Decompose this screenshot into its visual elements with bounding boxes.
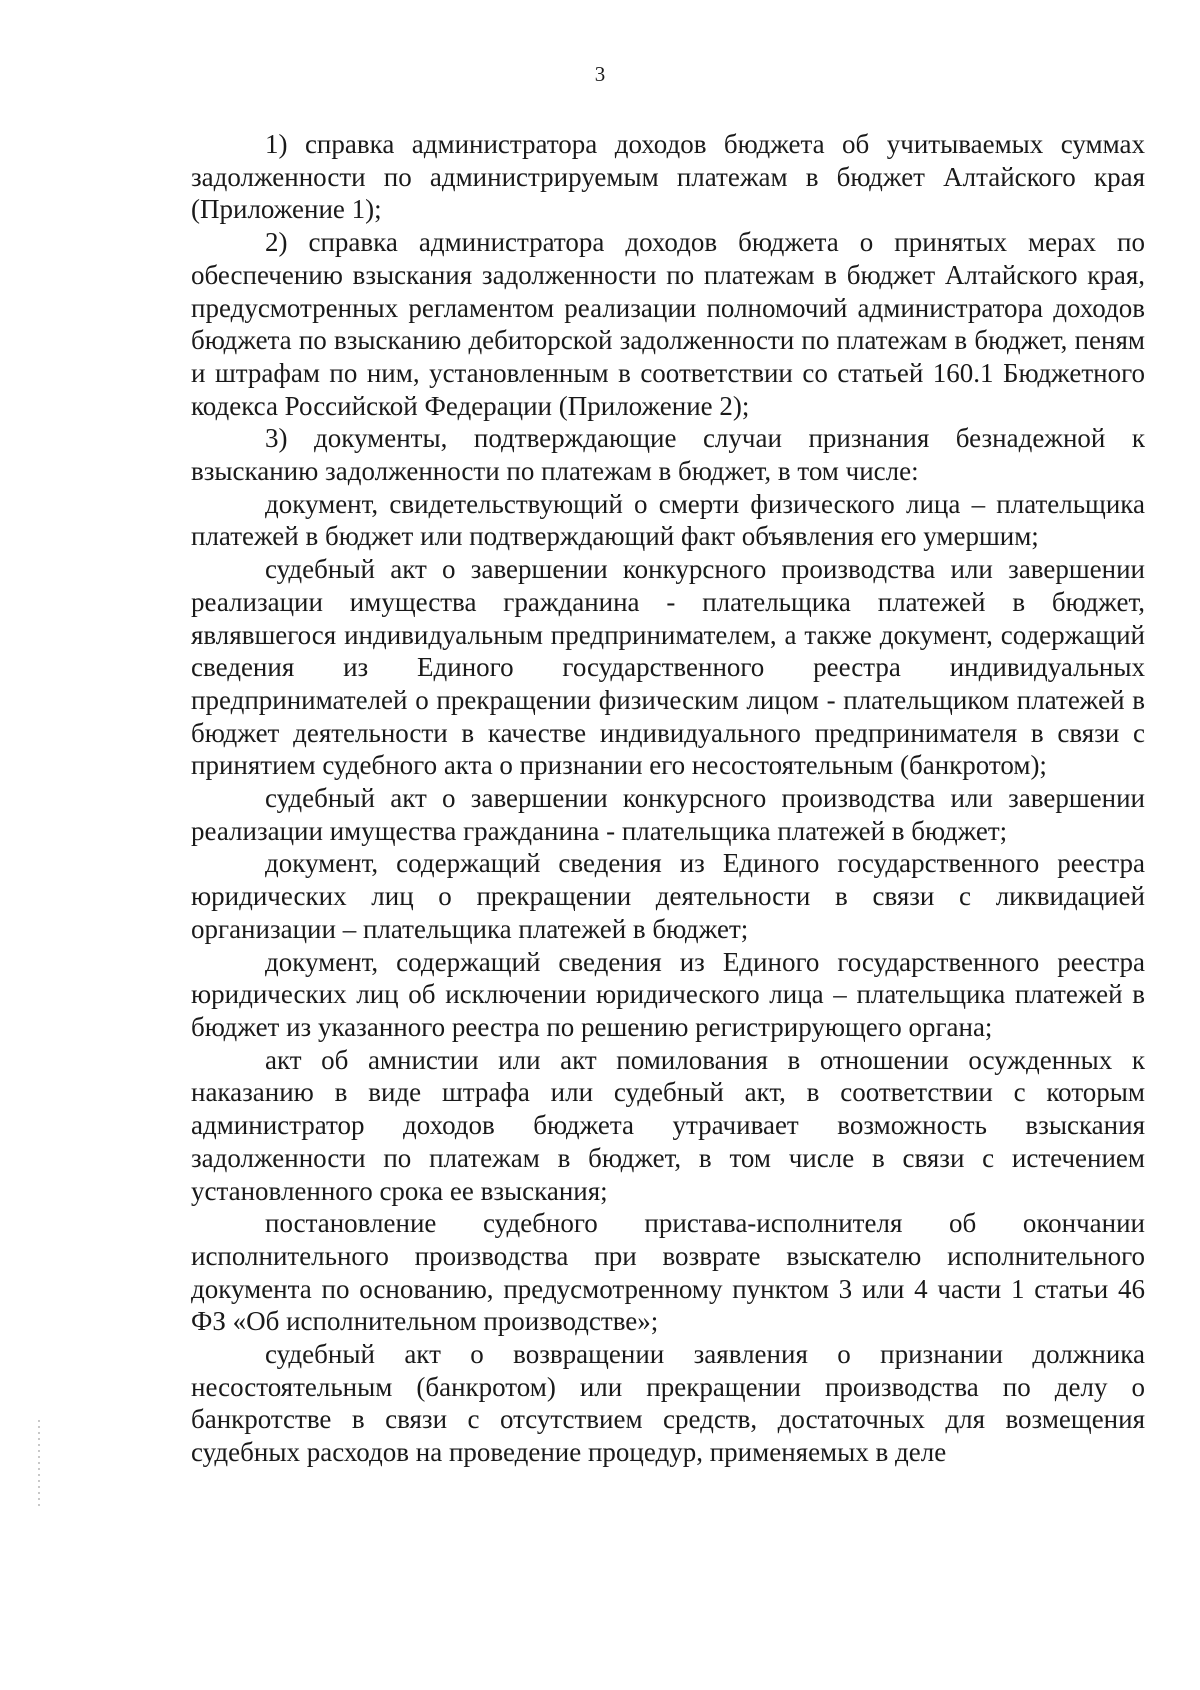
document-body bbox=[191, 128, 1145, 1469]
paragraph-exclusion-from-registry: документ, содержащий сведения из Единого государственного реестра юридических лиц об исключении юридического лица – плательщика платежей в бюджет из указанного реестра по решению регистрирующего органа; bbox=[191, 946, 1145, 1042]
scan-artifact bbox=[38, 1420, 40, 1510]
paragraph-court-act-bankruptcy-return: судебный акт о возвращении заявления о признании должника несостоятельным (банкротом) или прекращении производства по делу о банкротстве в связи с отсутствием средств, достаточных для возмещения судебных расходов на проведение процедур, применяемых в деле bbox=[191, 1339, 1145, 1468]
list-item-3-hopeless-debt-documents: 3) документы, подтверждающие случаи признания безнадежной к взысканию задолженности по платежам в бюджет, в том числе: bbox=[191, 423, 1145, 487]
paragraph-liquidation-organization: документ, содержащий сведения из Единого государственного реестра юридических лиц о прекращении деятельности в связи с ликвидацией организации – плательщика платежей в бюджет; bbox=[191, 848, 1145, 944]
list-item-2-collection-measures-certificate: 2) справка администратора доходов бюджета о принятых мерах по обеспечению взыскания задолженности по платежам в бюджет Алтайского края, предусмотренных регламентом реализации полномочий администратора доходов бюджета по взысканию дебиторской задолженности по платежам в бюджет, пеням и штрафам по ним, установленным в соответствии со статьей 160.1 Бюджетного кодекса Российской Федерации (Приложение 2); bbox=[191, 227, 1145, 421]
list-item-1-income-admin-certificate: 1) справка администратора доходов бюджета об учитываемых суммах задолженности по администрируемым платежам в бюджет Алтайского края (Приложение 1); bbox=[191, 129, 1145, 225]
paragraph-bankruptcy-entrepreneur: судебный акт о завершении конкурсного производства или завершении реализации имущества гражданина - плательщика платежей в бюджет, являвшегося индивидуальным предпринимателем, а также документ, содержащий сведения из Единого государственного реестра индивидуальных предпринимателей о прекращении физическим лицом - плательщиком платежей в бюджет деятельности в качестве индивидуального предпринимателя в связи с принятием судебного акта о признании его несостоятельным (банкротом); bbox=[191, 554, 1145, 781]
paragraph-bankruptcy-citizen: судебный акт о завершении конкурсного производства или завершении реализации имущества гражданина - плательщика платежей в бюджет; bbox=[191, 783, 1145, 846]
page-number: 3 bbox=[594, 62, 606, 86]
paragraph-amnesty-pardon: акт об амнистии или акт помилования в отношении осужденных к наказанию в виде штрафа или судебный акт, в соответствии с которым администратор доходов бюджета утрачивает возможность взыскания задолженности по платежам в бюджет, в том числе в связи с истечением установленного срока ее взыскания; bbox=[191, 1044, 1145, 1206]
paragraph-bailiff-resolution: постановление судебного пристава-исполнителя об окончании исполнительного производства при возврате взыскателю исполнительного документа по основанию, предусмотренному пунктом 3 или 4 части 1 статьи 46 ФЗ «Об исполнительном производстве»; bbox=[191, 1208, 1145, 1337]
paragraph-death-certificate: документ, свидетельствующий о смерти физического лица – плательщика платежей в бюджет или подтверждающий факт объявления его умершим; bbox=[191, 488, 1145, 552]
